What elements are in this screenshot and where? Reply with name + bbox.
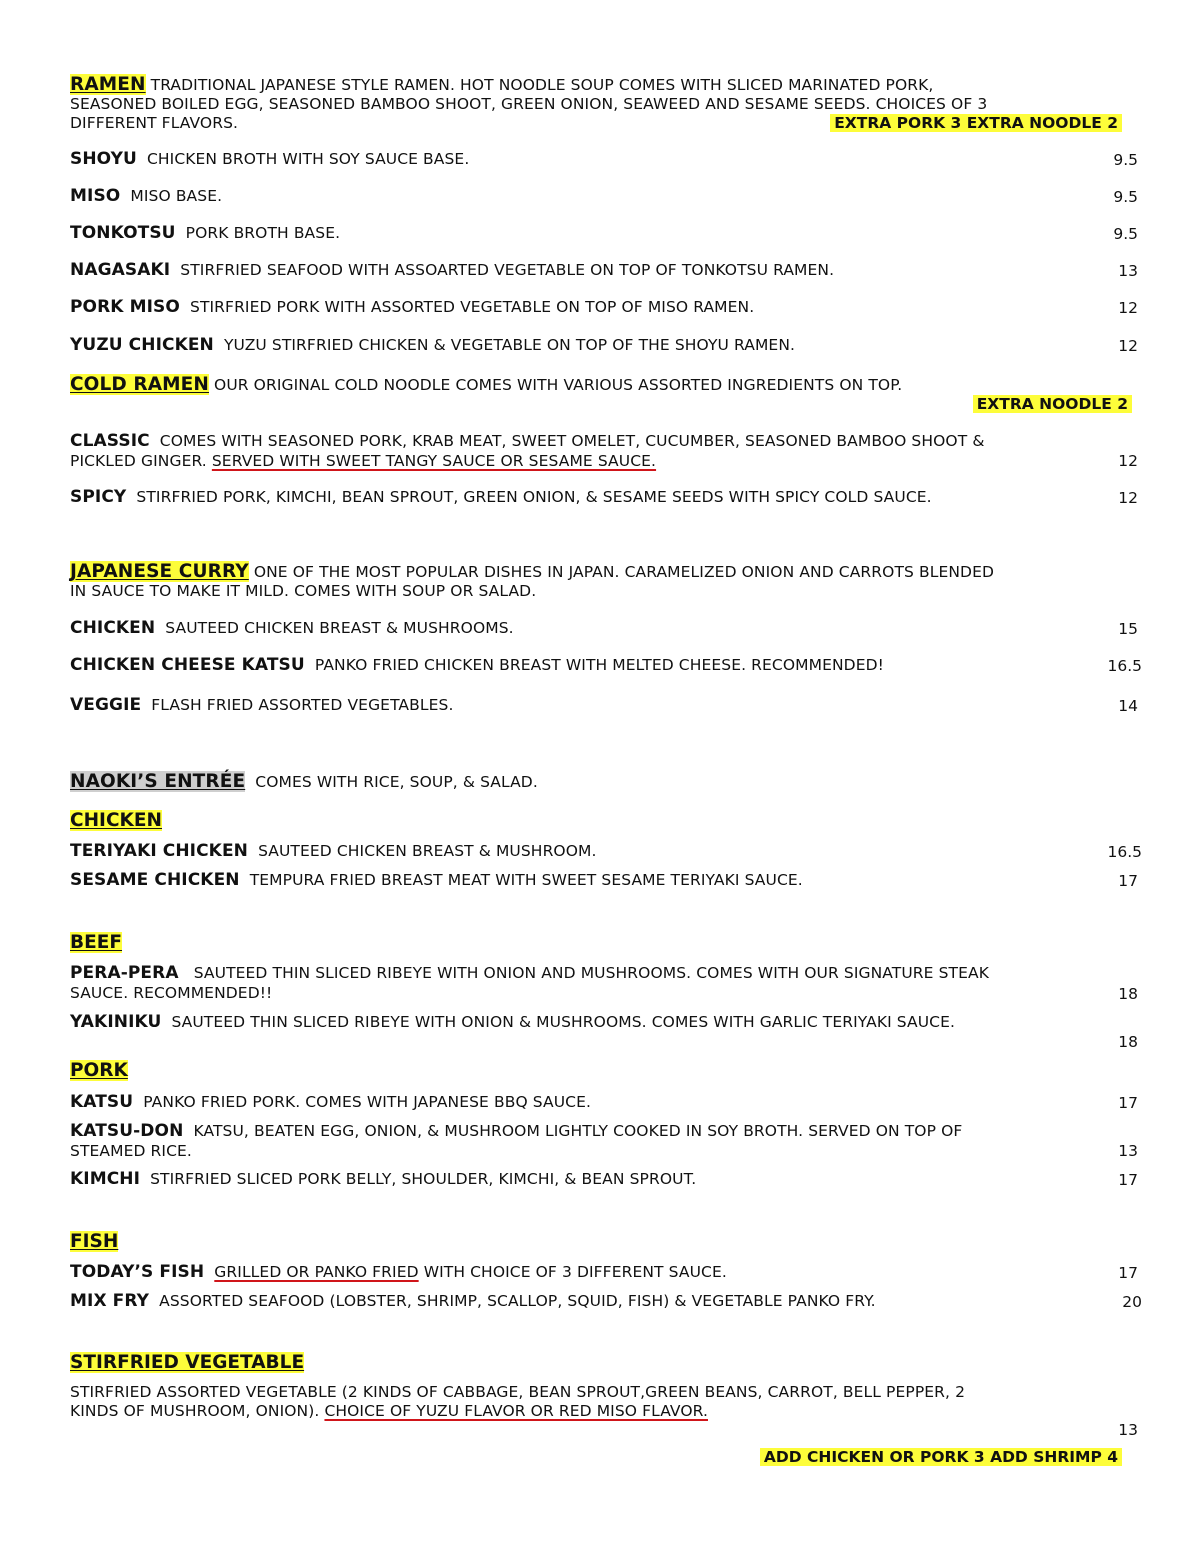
menu-item-mix-fry: MIX FRY ASSORTED SEAFOOD (LOBSTER, SHRIMP, SCALLOP, SQUID, FISH) & VEGETABLE PANKO FRY. [70,1291,876,1311]
menu-item-teriyaki-chicken: TERIYAKI CHICKEN SAUTEED CHICKEN BREAST & MUSHROOM. [70,841,597,861]
curry-description-line2: IN SAUCE TO MAKE IT MILD. COMES WITH SOUP OR SALAD. [70,582,537,600]
price-yuzu-chicken: 12 [1118,337,1138,355]
cold-ramen-extra-note: EXTRA NOODLE 2 [973,395,1132,413]
cold-ramen-header: COLD RAMEN [70,374,209,395]
menu-item-classic: CLASSIC COMES WITH SEASONED PORK, KRAB MEAT, SWEET OMELET, CUCUMBER, SEASONED BAMBOO SHOOT & [70,431,985,451]
ramen-header-line [70,74,933,95]
entree-description: COMES WITH RICE, SOUP, & SALAD. [255,773,538,791]
ramen-description-line3: DIFFERENT FLAVORS. [70,114,239,132]
entree-header: NAOKI’S ENTRÉE [70,771,246,792]
entree-header-line [70,771,538,792]
menu-item-katsu-don: KATSU-DON KATSU, BEATEN EGG, ONION, & MUSHROOM LIGHTLY COOKED IN SOY BROTH. SERVED ON TOP OF [70,1121,963,1141]
ramen-description-line2: SEASONED BOILED EGG, SEASONED BAMBOO SHOOT, GREEN ONION, SEAWEED AND SESAME SEEDS. CHOICES OF 3 [70,95,988,113]
menu-item-tonkotsu: TONKOTSU PORK BROTH BASE. [70,223,341,243]
price-spicy: 12 [1118,489,1138,507]
menu-item-katsu-don-line2: STEAMED RICE. [70,1142,192,1160]
ramen-header: RAMEN [70,74,146,95]
price-todays-fish: 17 [1118,1264,1138,1282]
ramen-extra-note: EXTRA PORK 3 EXTRA NOODLE 2 [830,114,1122,132]
menu-item-pera-pera: PERA-PERA SAUTEED THIN SLICED RIBEYE WITH ONION AND MUSHROOMS. COMES WITH OUR SIGNATURE STEAK [70,963,989,983]
veg-description-line2: KINDS OF MUSHROOM, ONION). CHOICE OF YUZU FLAVOR OR RED MISO FLAVOR. [70,1402,708,1420]
menu-item-pork-miso: PORK MISO STIRFRIED PORK WITH ASSORTED VEGETABLE ON TOP OF MISO RAMEN. [70,297,755,317]
veg-header: STIRFRIED VEGETABLE [70,1352,305,1373]
menu-item-veggie: VEGGIE FLASH FRIED ASSORTED VEGETABLES. [70,695,454,715]
price-katsu-don: 13 [1118,1142,1138,1160]
menu-item-yakiniku: YAKINIKU SAUTEED THIN SLICED RIBEYE WITH ONION & MUSHROOMS. COMES WITH GARLIC TERIYAKI SAUCE. [70,1012,956,1032]
fish-header: FISH [70,1231,119,1252]
price-mix-fry: 20 [1122,1293,1142,1311]
price-kimchi: 17 [1118,1171,1138,1189]
price-pork-miso: 12 [1118,299,1138,317]
veg-extra-note: ADD CHICKEN OR PORK 3 ADD SHRIMP 4 [760,1448,1122,1466]
veg-description: STIRFRIED ASSORTED VEGETABLE (2 KINDS OF CABBAGE, BEAN SPROUT,GREEN BEANS, CARROT, BELL PEPPER, 2 [70,1383,966,1401]
price-veggie: 14 [1118,697,1138,715]
price-sesame-chicken: 17 [1118,872,1138,890]
menu-item-spicy: SPICY STIRFRIED PORK, KIMCHI, BEAN SPROUT, GREEN ONION, & SESAME SEEDS WITH SPICY COLD SAUCE. [70,487,932,507]
price-chicken-cheese-katsu: 16.5 [1107,657,1142,675]
curry-description: ONE OF THE MOST POPULAR DISHES IN JAPAN. CARAMELIZED ONION AND CARROTS BLENDED [253,563,995,581]
price-curry-chicken: 15 [1118,620,1138,638]
menu-item-sesame-chicken: SESAME CHICKEN TEMPURA FRIED BREAST MEAT WITH SWEET SESAME TERIYAKI SAUCE. [70,870,803,890]
menu-item-chicken-cheese-katsu: CHICKEN CHEESE KATSU PANKO FRIED CHICKEN BREAST WITH MELTED CHEESE. RECOMMENDED! [70,655,884,675]
ramen-description: TRADITIONAL JAPANESE STYLE RAMEN. HOT NOODLE SOUP COMES WITH SLICED MARINATED PORK, [150,76,934,94]
pork-header: PORK [70,1060,128,1081]
price-nagasaki: 13 [1118,262,1138,280]
price-teriyaki-chicken: 16.5 [1107,843,1142,861]
menu-item-todays-fish: TODAY’S FISH GRILLED OR PANKO FRIED WITH CHOICE OF 3 DIFFERENT SAUCE. [70,1262,727,1282]
price-shoyu: 9.5 [1113,151,1138,169]
beef-header: BEEF [70,932,123,953]
chicken-header: CHICKEN [70,810,162,831]
price-classic: 12 [1118,452,1138,470]
price-miso: 9.5 [1113,188,1138,206]
menu-item-yuzu-chicken: YUZU CHICKEN YUZU STIRFRIED CHICKEN & VEGETABLE ON TOP OF THE SHOYU RAMEN. [70,335,796,355]
menu-item-classic-line2: PICKLED GINGER. SERVED WITH SWEET TANGY SAUCE OR SESAME SAUCE. [70,452,657,470]
menu-item-nagasaki: NAGASAKI STIRFRIED SEAFOOD WITH ASSOARTED VEGETABLE ON TOP OF TONKOTSU RAMEN. [70,260,835,280]
menu-item-miso: MISO MISO BASE. [70,186,223,206]
menu-item-katsu: KATSU PANKO FRIED PORK. COMES WITH JAPANESE BBQ SAUCE. [70,1092,591,1112]
cold-ramen-description: OUR ORIGINAL COLD NOODLE COMES WITH VARIOUS ASSORTED INGREDIENTS ON TOP. [214,376,903,394]
price-katsu: 17 [1118,1094,1138,1112]
price-tonkotsu: 9.5 [1113,225,1138,243]
price-veg: 13 [1118,1421,1138,1439]
curry-header: JAPANESE CURRY [70,561,249,582]
cold-ramen-header-line [70,374,902,395]
menu-item-pera-pera-line2: SAUCE. RECOMMENDED!! [70,984,273,1002]
menu-item-kimchi: KIMCHI STIRFRIED SLICED PORK BELLY, SHOULDER, KIMCHI, & BEAN SPROUT. [70,1169,697,1189]
price-yakiniku: 18 [1118,1033,1138,1051]
menu-item-shoyu: SHOYU CHICKEN BROTH WITH SOY SAUCE BASE. [70,149,470,169]
menu-item-curry-chicken: CHICKEN SAUTEED CHICKEN BREAST & MUSHROOMS. [70,618,514,638]
curry-header-line [70,561,994,582]
price-pera-pera: 18 [1118,985,1138,1003]
